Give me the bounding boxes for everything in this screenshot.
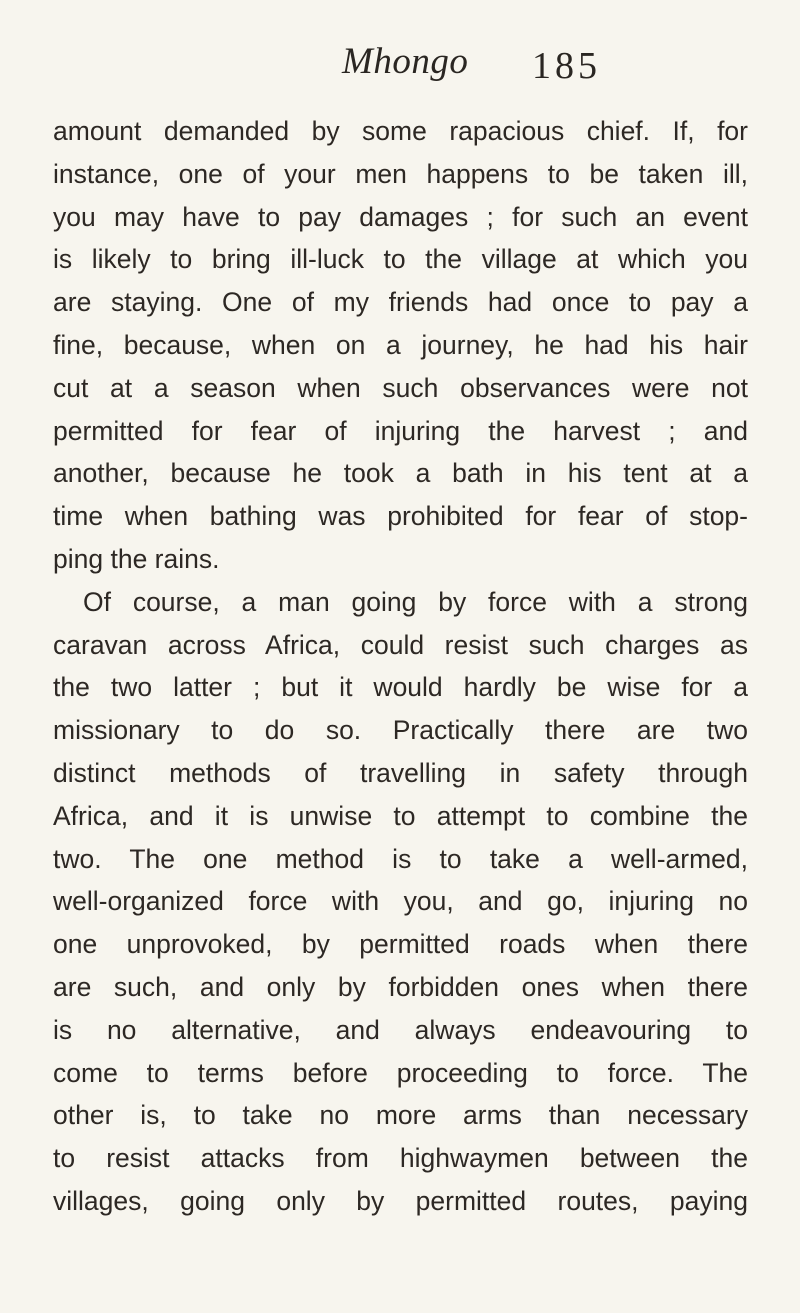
text-line: villages, going only by permitted routes, paying bbox=[53, 1185, 748, 1216]
text-line: other is, to take no more arms than necessary bbox=[53, 1100, 748, 1131]
page-number: 185 bbox=[532, 45, 601, 87]
text-line: is no alternative, and always endeavouring to bbox=[53, 1014, 748, 1045]
text-line: come to terms before proceeding to force. The bbox=[53, 1057, 748, 1088]
text-line: another, because he took a bath in his tent at a bbox=[53, 458, 748, 489]
text-line: you may have to pay damages ; for such an event bbox=[53, 201, 748, 232]
text-line: fine, because, when on a journey, he had his hair bbox=[53, 329, 748, 360]
text-line: one unprovoked, by permitted roads when there bbox=[53, 929, 748, 960]
text-line: well-organized force with you, and go, injuring no bbox=[53, 886, 748, 917]
text-line: instance, one of your men happens to be taken ill, bbox=[53, 158, 748, 189]
text-line: the two latter ; but it would hardly be wise for a bbox=[53, 672, 748, 703]
paragraph-start-line: Of course, a man going by force with a strong bbox=[83, 586, 748, 617]
text-line: time when bathing was prohibited for fear of stop- bbox=[53, 501, 748, 532]
running-head bbox=[0, 38, 800, 98]
paragraph-end-line: ping the rains. bbox=[53, 543, 220, 574]
text-line: two. The one method is to take a well-armed, bbox=[53, 843, 748, 874]
text-line: to resist attacks from highwaymen between the bbox=[53, 1143, 748, 1174]
text-line: Africa, and it is unwise to attempt to combine the bbox=[53, 800, 748, 831]
text-line: caravan across Africa, could resist such charges as bbox=[53, 629, 748, 660]
text-line: missionary to do so. Practically there are two bbox=[53, 715, 748, 746]
text-line: permitted for fear of injuring the harvest ; and bbox=[53, 415, 748, 446]
text-line: distinct methods of travelling in safety through bbox=[53, 757, 748, 788]
text-line: are staying. One of my friends had once to pay a bbox=[53, 287, 748, 318]
text-line: amount demanded by some rapacious chief. If, for bbox=[53, 116, 748, 146]
running-title: Mhongo bbox=[342, 41, 469, 82]
text-line: are such, and only by forbidden ones when there bbox=[53, 971, 748, 1002]
text-line: cut at a season when such observances were not bbox=[53, 372, 748, 403]
text-line: is likely to bring ill-luck to the village at which you bbox=[53, 244, 748, 275]
body-text bbox=[53, 110, 748, 1223]
